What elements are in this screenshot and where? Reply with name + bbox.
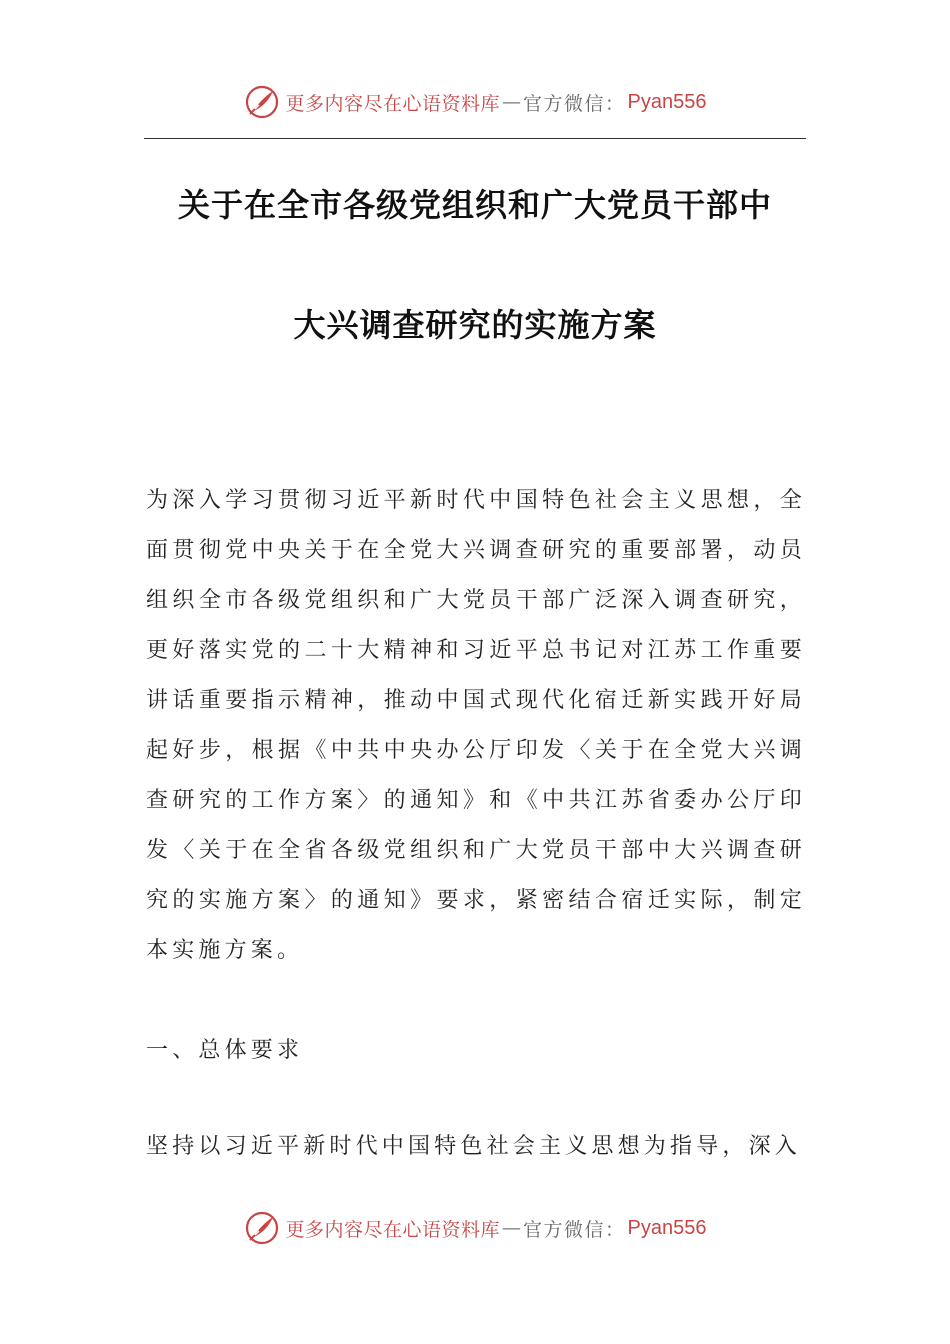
document-title-line-1: 关于在全市各级党组织和广大党员干部中 bbox=[177, 186, 772, 224]
quill-pen-logo-icon bbox=[244, 84, 280, 120]
footer-banner bbox=[0, 1210, 950, 1246]
banner-dash: — bbox=[502, 1217, 522, 1239]
banner-promo-text: 更多内容尽在心语资料库 bbox=[285, 1218, 501, 1241]
banner-wechat-label: 官方微信： bbox=[523, 92, 626, 115]
banner-wechat-id: Pyan556 bbox=[627, 90, 707, 113]
document-title-line-2: 大兴调查研究的实施方案 bbox=[293, 306, 657, 344]
banner-promo-text: 更多内容尽在心语资料库 bbox=[285, 92, 501, 115]
intro-paragraph: 为深入学习贯彻习近平新时代中国特色社会主义思想，全面贯彻党中央关于在全党大兴调查研究的重要部署，动员组织全市各级党组织和广大党员干部广泛深入调查研究，更好落实党的二十大精神和习近平总书记对江苏工作重要讲话重要指示精神，推动中国式现代化宿迁新实践开好局起好步，根据《中共中央办公厅印发〈关于在全党大兴调查研究的工作方案〉的通知》和《中共江苏省委办公厅印发〈关于在全省各级党组织和广大党员干部中大兴调查研究的实施方案〉的通知》要求，紧密结合宿迁实际，制定本实施方案。 bbox=[146, 488, 806, 963]
quill-pen-logo-icon bbox=[244, 1210, 280, 1246]
section-1-paragraph: 坚持以习近平新时代中国特色社会主义思想为指导，深入 bbox=[146, 1134, 802, 1159]
banner-wechat-label: 官方微信： bbox=[523, 1218, 626, 1241]
section-heading-general-requirements: 一、总体要求 bbox=[146, 1038, 304, 1063]
header-divider bbox=[144, 138, 806, 139]
banner-dash: — bbox=[502, 91, 522, 113]
banner-wechat-id: Pyan556 bbox=[627, 1216, 707, 1239]
header-banner bbox=[0, 84, 950, 120]
